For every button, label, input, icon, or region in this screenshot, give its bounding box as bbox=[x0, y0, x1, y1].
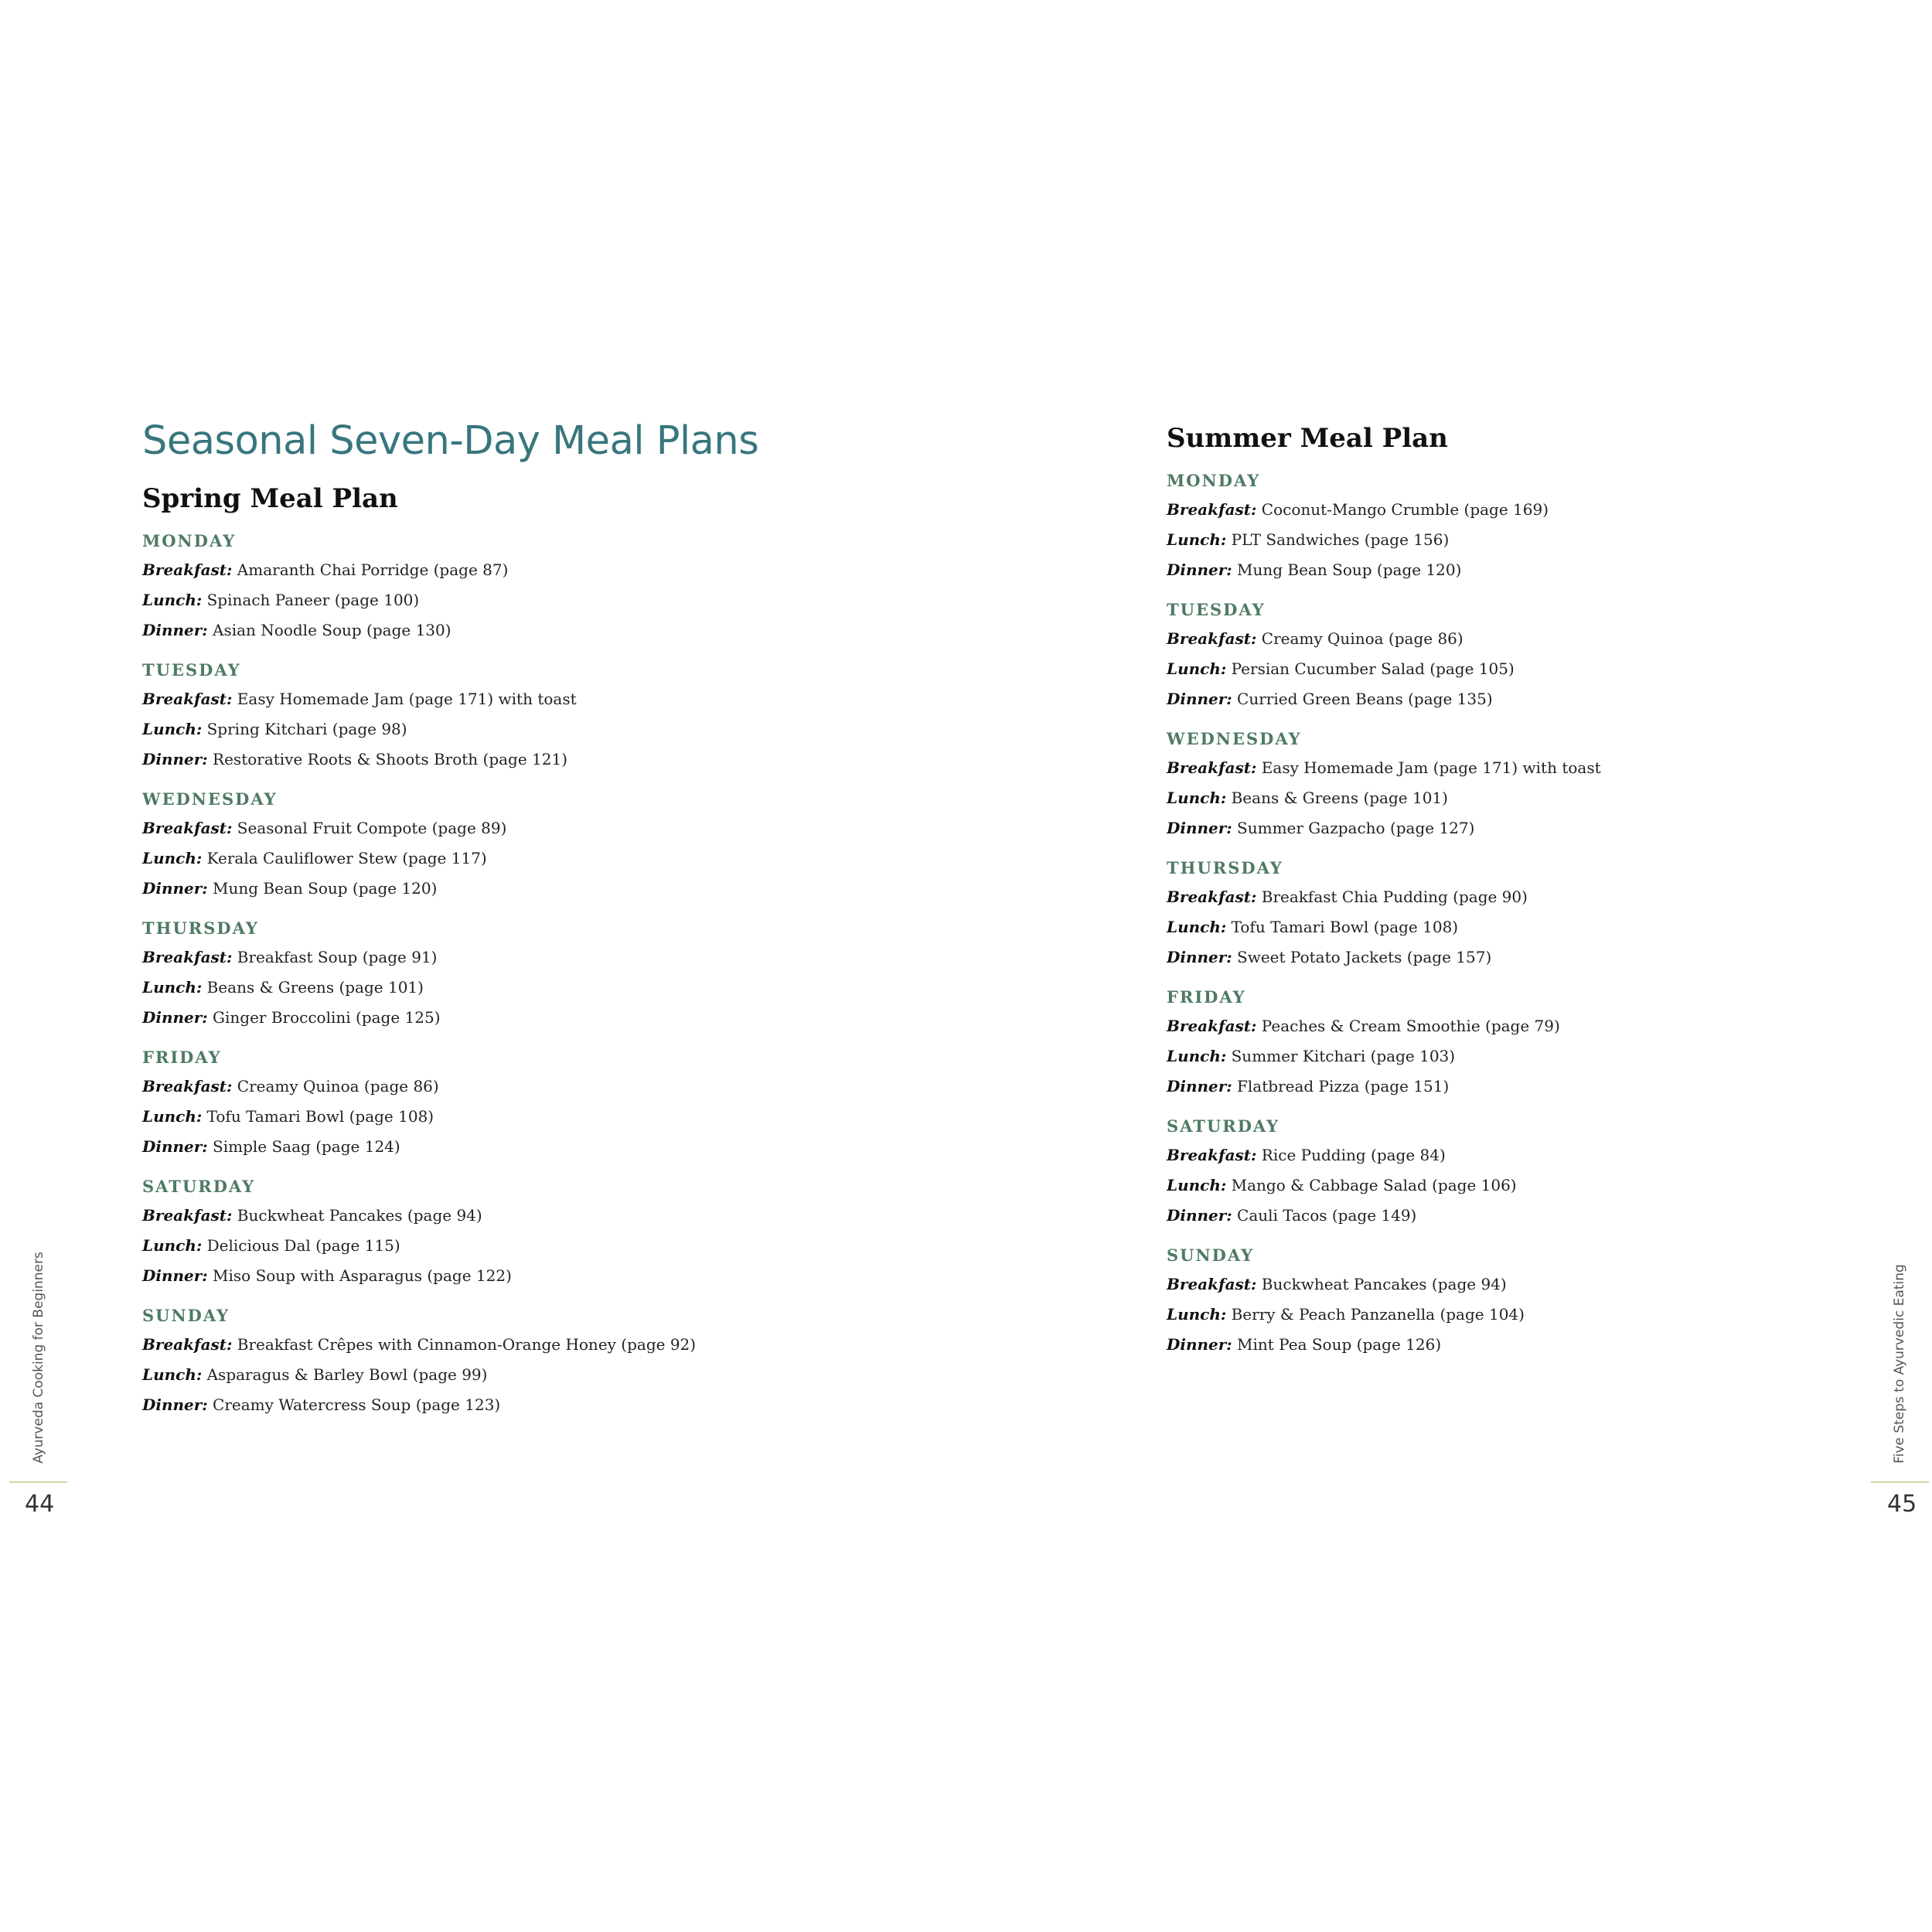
meal-text: Easy Homemade Jam (page 171) with toast bbox=[232, 690, 577, 708]
summer-day-monday bbox=[1167, 467, 1862, 585]
spring-days bbox=[142, 527, 1055, 1420]
day-heading: MONDAY bbox=[1167, 471, 1261, 490]
meal-line bbox=[1167, 1140, 1862, 1170]
meal-label: Dinner: bbox=[1167, 819, 1232, 837]
meal-label: Breakfast: bbox=[1167, 500, 1257, 519]
meal-line bbox=[1167, 624, 1862, 654]
meal-text: Seasonal Fruit Compote (page 89) bbox=[232, 819, 507, 837]
meal-label: Dinner: bbox=[142, 879, 208, 898]
meal-text: Peaches & Cream Smoothie (page 79) bbox=[1256, 1017, 1560, 1035]
meal-line bbox=[142, 1132, 1055, 1162]
meal-text: Tofu Tamari Bowl (page 108) bbox=[202, 1107, 434, 1126]
meal-line bbox=[1167, 1201, 1862, 1231]
meal-text: Beans & Greens (page 101) bbox=[1226, 789, 1448, 807]
meal-line bbox=[1167, 783, 1862, 813]
meal-text: Mango & Cabbage Salad (page 106) bbox=[1226, 1176, 1517, 1194]
meal-line bbox=[142, 973, 1055, 1003]
meal-label: Breakfast: bbox=[1167, 758, 1257, 777]
meal-text: Creamy Quinoa (page 86) bbox=[1256, 629, 1463, 648]
meal-text: Sweet Potato Jackets (page 157) bbox=[1232, 948, 1492, 966]
meal-text: Beans & Greens (page 101) bbox=[202, 978, 424, 997]
meal-line bbox=[142, 1261, 1055, 1291]
meal-text: PLT Sandwiches (page 156) bbox=[1226, 530, 1450, 549]
spring-day-tuesday bbox=[142, 656, 1055, 775]
meal-line bbox=[1167, 1041, 1862, 1072]
summer-day-tuesday bbox=[1167, 596, 1862, 714]
meal-label: Breakfast: bbox=[142, 1077, 233, 1095]
meal-label: Lunch: bbox=[142, 591, 203, 609]
summer-day-sunday bbox=[1167, 1242, 1862, 1360]
meal-line bbox=[142, 714, 1055, 745]
meal-label: Breakfast: bbox=[142, 1206, 233, 1225]
meal-label: Dinner: bbox=[142, 750, 208, 768]
meal-text: Creamy Watercress Soup (page 123) bbox=[207, 1395, 501, 1414]
meal-line bbox=[1167, 555, 1862, 585]
left-folio-rule bbox=[9, 1481, 67, 1483]
meal-line bbox=[1167, 1072, 1862, 1102]
meal-text: Mung Bean Soup (page 120) bbox=[207, 879, 438, 898]
meal-line bbox=[1167, 813, 1862, 843]
meal-text: Simple Saag (page 124) bbox=[207, 1137, 400, 1156]
spring-day-wednesday bbox=[142, 785, 1055, 904]
meal-text: Delicious Dal (page 115) bbox=[202, 1236, 400, 1255]
meal-label: Lunch: bbox=[1167, 659, 1227, 678]
meal-label: Dinner: bbox=[1167, 1335, 1232, 1354]
summer-plan-title: Summer Meal Plan bbox=[1167, 423, 1448, 454]
meal-line bbox=[142, 1390, 1055, 1420]
meal-line bbox=[1167, 753, 1862, 783]
meal-line bbox=[1167, 1300, 1862, 1330]
meal-label: Lunch: bbox=[1167, 1305, 1227, 1324]
spring-day-saturday bbox=[142, 1173, 1055, 1291]
meal-text: Spinach Paneer (page 100) bbox=[202, 591, 420, 609]
meal-label: Lunch: bbox=[142, 1107, 203, 1126]
meal-label: Breakfast: bbox=[1167, 1017, 1257, 1035]
meal-label: Dinner: bbox=[142, 621, 208, 639]
meal-label: Dinner: bbox=[142, 1395, 208, 1414]
spring-meal-plan bbox=[142, 479, 1055, 1431]
summer-days bbox=[1167, 467, 1862, 1360]
meal-line bbox=[142, 874, 1055, 904]
page-title: Seasonal Seven-Day Meal Plans bbox=[142, 418, 759, 464]
meal-label: Lunch: bbox=[1167, 918, 1227, 936]
meal-line bbox=[142, 1072, 1055, 1102]
meal-label: Breakfast: bbox=[142, 690, 233, 708]
day-heading: SUNDAY bbox=[142, 1306, 230, 1325]
meal-label: Dinner: bbox=[142, 1266, 208, 1285]
meal-label: Breakfast: bbox=[1167, 629, 1257, 648]
meal-text: Coconut-Mango Crumble (page 169) bbox=[1256, 500, 1549, 519]
meal-text: Summer Gazpacho (page 127) bbox=[1232, 819, 1475, 837]
spring-day-friday bbox=[142, 1044, 1055, 1162]
meal-line bbox=[1167, 1269, 1862, 1300]
meal-text: Asparagus & Barley Bowl (page 99) bbox=[202, 1365, 488, 1384]
meal-line bbox=[1167, 654, 1862, 684]
day-heading: THURSDAY bbox=[142, 918, 259, 938]
meal-line bbox=[142, 615, 1055, 646]
meal-label: Dinner: bbox=[1167, 948, 1232, 966]
meal-line bbox=[142, 585, 1055, 615]
day-heading: SATURDAY bbox=[142, 1177, 256, 1196]
meal-line bbox=[1167, 525, 1862, 555]
meal-text: Creamy Quinoa (page 86) bbox=[232, 1077, 439, 1095]
meal-text: Ginger Broccolini (page 125) bbox=[207, 1008, 441, 1027]
meal-label: Lunch: bbox=[1167, 530, 1227, 549]
meal-line bbox=[142, 1201, 1055, 1231]
meal-line bbox=[1167, 495, 1862, 525]
meal-label: Breakfast: bbox=[1167, 1275, 1257, 1293]
meal-text: Miso Soup with Asparagus (page 122) bbox=[207, 1266, 512, 1285]
meal-text: Summer Kitchari (page 103) bbox=[1226, 1047, 1456, 1065]
meal-label: Dinner: bbox=[1167, 1077, 1232, 1095]
day-heading: SUNDAY bbox=[1167, 1245, 1255, 1265]
meal-text: Persian Cucumber Salad (page 105) bbox=[1226, 659, 1515, 678]
day-heading: FRIDAY bbox=[142, 1048, 222, 1067]
meal-line bbox=[142, 942, 1055, 973]
meal-label: Lunch: bbox=[142, 1365, 203, 1384]
meal-line bbox=[1167, 1170, 1862, 1201]
meal-line bbox=[142, 1231, 1055, 1261]
meal-text: Restorative Roots & Shoots Broth (page 121) bbox=[207, 750, 568, 768]
day-heading: WEDNESDAY bbox=[142, 789, 278, 809]
summer-day-saturday bbox=[1167, 1113, 1862, 1231]
meal-label: Lunch: bbox=[142, 849, 203, 867]
day-heading: FRIDAY bbox=[1167, 987, 1246, 1007]
summer-meal-plan bbox=[1167, 419, 1862, 1371]
meal-text: Cauli Tacos (page 149) bbox=[1232, 1206, 1417, 1225]
spring-day-thursday bbox=[142, 915, 1055, 1033]
right-folio-rule bbox=[1871, 1481, 1929, 1483]
meal-text: Buckwheat Pancakes (page 94) bbox=[1256, 1275, 1507, 1293]
meal-line bbox=[142, 843, 1055, 874]
meal-text: Breakfast Crêpes with Cinnamon-Orange Honey (page 92) bbox=[232, 1335, 697, 1354]
meal-label: Breakfast: bbox=[1167, 888, 1257, 906]
left-running-head: Ayurveda Cooking for Beginners bbox=[31, 1252, 46, 1463]
meal-line bbox=[1167, 684, 1862, 714]
day-heading: TUESDAY bbox=[1167, 600, 1266, 619]
meal-line bbox=[142, 684, 1055, 714]
day-heading: TUESDAY bbox=[142, 660, 241, 680]
meal-text: Rice Pudding (page 84) bbox=[1256, 1146, 1446, 1164]
right-page-number: 45 bbox=[1887, 1491, 1917, 1518]
meal-line bbox=[142, 555, 1055, 585]
meal-label: Lunch: bbox=[1167, 1176, 1227, 1194]
meal-text: Amaranth Chai Porridge (page 87) bbox=[232, 561, 509, 579]
meal-line bbox=[1167, 942, 1862, 973]
meal-line bbox=[142, 1360, 1055, 1390]
meal-text: Breakfast Chia Pudding (page 90) bbox=[1256, 888, 1528, 906]
summer-day-wednesday bbox=[1167, 725, 1862, 843]
meal-label: Dinner: bbox=[1167, 690, 1232, 708]
meal-text: Asian Noodle Soup (page 130) bbox=[207, 621, 451, 639]
meal-label: Lunch: bbox=[142, 720, 203, 738]
meal-label: Dinner: bbox=[1167, 561, 1232, 579]
meal-label: Dinner: bbox=[142, 1137, 208, 1156]
meal-line bbox=[142, 1330, 1055, 1360]
summer-day-friday bbox=[1167, 983, 1862, 1102]
right-running-head: Five Steps to Ayurvedic Eating bbox=[1892, 1264, 1907, 1463]
day-heading: SATURDAY bbox=[1167, 1116, 1280, 1136]
meal-text: Tofu Tamari Bowl (page 108) bbox=[1226, 918, 1459, 936]
meal-text: Mint Pea Soup (page 126) bbox=[1232, 1335, 1442, 1354]
spring-plan-title: Spring Meal Plan bbox=[142, 483, 398, 514]
meal-label: Lunch: bbox=[1167, 1047, 1227, 1065]
meal-text: Easy Homemade Jam (page 171) with toast bbox=[1256, 758, 1601, 777]
day-heading: MONDAY bbox=[142, 531, 237, 550]
meal-line bbox=[1167, 1011, 1862, 1041]
meal-label: Dinner: bbox=[142, 1008, 208, 1027]
day-heading: WEDNESDAY bbox=[1167, 729, 1302, 748]
meal-label: Breakfast: bbox=[142, 819, 233, 837]
meal-label: Lunch: bbox=[142, 978, 203, 997]
spring-day-monday bbox=[142, 527, 1055, 646]
meal-label: Dinner: bbox=[1167, 1206, 1232, 1225]
day-heading: THURSDAY bbox=[1167, 858, 1283, 877]
meal-line bbox=[142, 1003, 1055, 1033]
meal-label: Lunch: bbox=[142, 1236, 203, 1255]
meal-line bbox=[142, 745, 1055, 775]
meal-text: Breakfast Soup (page 91) bbox=[232, 948, 438, 966]
meal-label: Breakfast: bbox=[1167, 1146, 1257, 1164]
meal-text: Buckwheat Pancakes (page 94) bbox=[232, 1206, 482, 1225]
meal-text: Mung Bean Soup (page 120) bbox=[1232, 561, 1462, 579]
summer-day-thursday bbox=[1167, 854, 1862, 973]
meal-text: Curried Green Beans (page 135) bbox=[1232, 690, 1493, 708]
meal-line bbox=[1167, 912, 1862, 942]
meal-label: Lunch: bbox=[1167, 789, 1227, 807]
meal-label: Breakfast: bbox=[142, 948, 233, 966]
meal-line bbox=[1167, 882, 1862, 912]
meal-line bbox=[142, 813, 1055, 843]
meal-text: Flatbread Pizza (page 151) bbox=[1232, 1077, 1450, 1095]
meal-text: Spring Kitchari (page 98) bbox=[202, 720, 407, 738]
meal-text: Berry & Peach Panzanella (page 104) bbox=[1226, 1305, 1525, 1324]
meal-label: Breakfast: bbox=[142, 561, 233, 579]
meal-text: Kerala Cauliflower Stew (page 117) bbox=[202, 849, 487, 867]
meal-label: Breakfast: bbox=[142, 1335, 233, 1354]
meal-line bbox=[1167, 1330, 1862, 1360]
spring-day-sunday bbox=[142, 1302, 1055, 1420]
left-page-number: 44 bbox=[25, 1491, 55, 1518]
meal-line bbox=[142, 1102, 1055, 1132]
